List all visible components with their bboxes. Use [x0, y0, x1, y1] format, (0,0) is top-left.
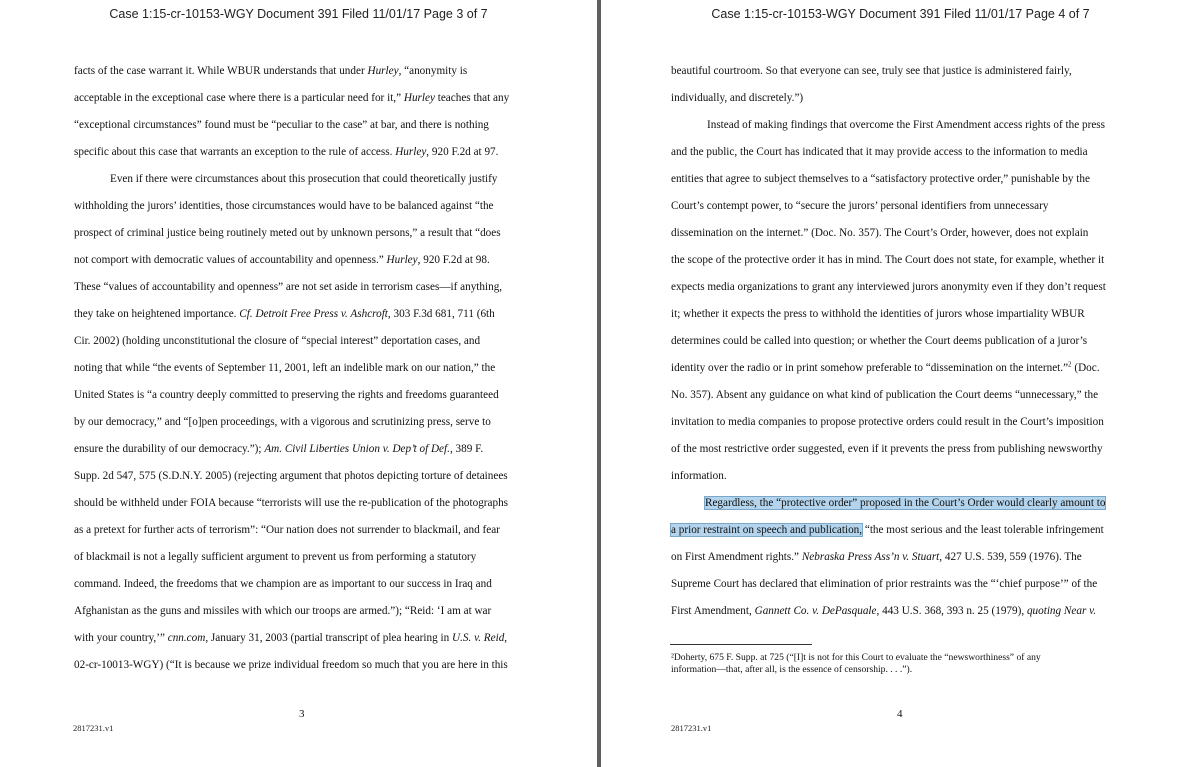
text-line: Supreme Court has declared that elimination of prior restraints was the “‘chief purpose’” of the — [671, 578, 1098, 590]
text-line: noting that while “the events of September 11, 2001, left an indelible mark on our nation,” the — [74, 362, 496, 374]
text-line: expects media organizations to grant any interviewed jurors anonymity even if they don’t request — [671, 281, 1106, 293]
text-highlight[interactable]: a prior restraint on speech and publication, — [671, 524, 863, 536]
text-line: These “values of accountability and openness” are not set aside in terrorism cases—if anything, — [74, 281, 503, 293]
page-header: Case 1:15-cr-10153-WGY Document 391 Filed 11/01/17 Page 4 of 7 — [711, 7, 1090, 21]
text-line: prospect of criminal justice being routinely meted out by unknown persons,” a result that “does — [74, 227, 501, 239]
text-line: Supp. 2d 547, 575 (S.D.N.Y. 2005) (rejecting argument that photos depicting torture of detainees — [74, 470, 508, 482]
document-id: 2817231.v1 — [73, 723, 114, 733]
text-line: “exceptional circumstances” found must be “peculiar to the case” at bar, and there is nothing — [74, 119, 489, 131]
text-line: United States is “a country deeply committed to preserving the rights and freedoms guaranteed — [74, 389, 499, 401]
page-number: 4 — [897, 708, 903, 720]
text-line: ensure the durability of our democracy.”); Am. Civil Liberties Union v. Dep’t of Def., 389 F. — [74, 443, 484, 455]
text-line: acceptable in the exceptional case where there is a particular need for it,” Hurley teaches that any — [74, 92, 510, 104]
footnote-line: ²Doherty, 675 F. Supp. at 725 (“[I]t is not for this Court to evaluate the “newsworthiness” of any — [671, 652, 1041, 663]
document-id: 2817231.v1 — [671, 723, 712, 733]
text-line: of blackmail is not a legally sufficient argument to prevent us from performing a statutory — [74, 551, 477, 563]
text-line: Even if there were circumstances about this prosecution that could theoretically justify — [110, 173, 498, 185]
text-line: of the most restrictive order suggested, even if it prevents the press from publishing newsworthy — [671, 443, 1103, 455]
text-line: dissemination on the internet.” (Doc. No. 357). The Court’s Order, however, does not explain — [671, 227, 1089, 239]
text-line: Instead of making findings that overcome the First Amendment access rights of the press — [707, 119, 1105, 131]
document-page-4 — [601, 0, 1200, 767]
text-line: not comport with democratic values of accountability and openness.” Hurley, 920 F.2d at 98. — [74, 254, 490, 266]
text-line: Afghanistan as the guns and missiles with which our troops are armed.”); “Reid: ‘I am at war — [74, 605, 492, 617]
text-line: the scope of the protective order it has in mind. The Court does not state, for example, whether it — [671, 254, 1105, 266]
text-line: Court’s contempt power, to “secure the jurors’ personal identifiers from unnecessary — [671, 200, 1049, 212]
text-line: command. Indeed, the freedoms that we champion are as important to our success in Iraq and — [74, 578, 492, 590]
text-line: facts of the case warrant it. While WBUR understands that under Hurley, “anonymity is — [74, 65, 468, 77]
text-line: Cir. 2002) (holding unconstitutional the closure of “special interest” deportation cases, and — [74, 335, 481, 347]
text-line: by our democracy,” and “[o]pen proceedings, with a vigorous and scrutinizing press, serve to — [74, 416, 491, 428]
text-line: withholding the jurors’ identities, those circumstances would have to be balanced against “the — [74, 200, 494, 212]
text-line: individually, and discretely.”) — [671, 92, 804, 104]
text-line: should be withheld under FOIA because “terrorists will use the re-publication of the photographs — [74, 497, 509, 509]
text-line: No. 357). Absent any guidance on what kind of publication the Court deems “unnecessary,” the — [671, 389, 1099, 401]
document-page-3 — [0, 0, 597, 767]
text-after-highlight: “the most serious and the least tolerable infringement — [862, 524, 1104, 536]
text-highlight[interactable]: Regardless, the “protective order” proposed in the Court’s Order would clearly amount to — [705, 497, 1106, 509]
text-line: it; whether it expects the press to withhold the identities of jurors whose impartiality WBUR — [671, 308, 1085, 320]
text-line — [671, 523, 1104, 537]
text-line: specific about this case that warrants an exception to the rule of access. Hurley, 920 F.2d at 97. — [74, 146, 499, 158]
text-line: identity over the radio or in print somehow preferable to “dissemination on the internet.”$^2$ (Doc. — [671, 360, 1100, 374]
text-line: 02-cr-10013-WGY) (“It is because we prize individual freedom so much that you are here in this — [74, 659, 508, 671]
page-number: 3 — [299, 708, 305, 720]
text-line: with your country,’” cnn.com, January 31, 2003 (partial transcript of plea hearing in U.S. v. Reid, — [74, 632, 508, 644]
text-line: invitation to media companies to propose protective orders could result in the Court’s imposition — [671, 416, 1104, 428]
text-line: they take on heightened importance. Cf. Detroit Free Press v. Ashcroft, 303 F.3d 681, 711 (6th — [74, 308, 495, 320]
text-line: beautiful courtroom. So that everyone can see, truly see that justice is administered fairly, — [671, 65, 1072, 77]
text-line — [705, 496, 1105, 510]
text-line: First Amendment, Gannett Co. v. DePasquale, 443 U.S. 368, 393 n. 25 (1979), quoting Near v. — [671, 605, 1097, 617]
page-header: Case 1:15-cr-10153-WGY Document 391 Filed 11/01/17 Page 3 of 7 — [109, 7, 488, 21]
footnote-line: information—that, after all, is the essence of censorship. . . .”). — [671, 664, 913, 675]
text-line: information. — [671, 470, 727, 482]
footnote-rule — [670, 644, 812, 645]
text-line: as a pretext for further acts of terrorism”: “Our nation does not surrender to blackmail, and fear — [74, 524, 500, 536]
text-line: and the public, the Court has indicated that it may provide access to the information to media — [671, 146, 1088, 158]
text-line: determines could be called into question; or whether the Court deems publication of a juror’s — [671, 335, 1088, 347]
text-line: entities that agree to subject themselves to a “satisfactory protective order,” punishable by the — [671, 173, 1090, 185]
text-line: on First Amendment rights.” Nebraska Press Ass’n v. Stuart, 427 U.S. 539, 559 (1976). The — [671, 551, 1082, 563]
